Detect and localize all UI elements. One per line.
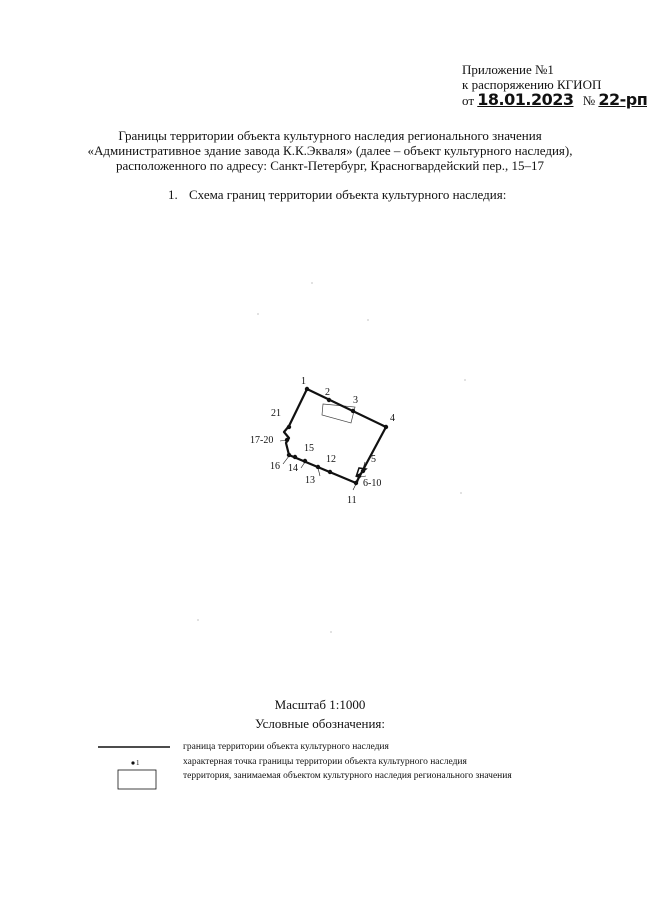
label-2: 2 [325,387,330,398]
appendix-title: Приложение №1 [462,62,554,77]
legend-point-symbol [131,761,134,764]
label-5: 5 [371,454,376,465]
title-line-3: расположенного по адресу: Санкт-Петербург, Красногвардейский пер., 15–17 [116,158,544,173]
handwritten-number: 22-рп [598,90,647,109]
section-number: 1. [168,187,178,202]
title-line-2: «Административное здание завода К.К.Экваля» (далее – объект культурного наследия), [87,143,573,158]
label-14: 14 [288,463,298,474]
label-11: 11 [347,495,357,506]
label-16: 16 [270,461,280,472]
label-6-10: 6-10 [363,478,382,489]
title-line-1: Границы территории объекта культурного наследия регионального значения [118,128,542,143]
label-17-20: 17-20 [250,435,274,446]
legend-heading: Условные обозначения: [254,716,386,731]
label-1: 1 [301,376,306,387]
legend-point-symbol-label: 1 [136,759,140,767]
number-prefix: № [582,93,596,108]
legend-item-point: характерная точка границы территории объекта культурного наследия [183,757,467,767]
label-21: 21 [271,408,281,419]
label-3: 3 [353,395,358,406]
appendix-order: к распоряжению КГИОП [462,77,602,92]
label-15: 15 [304,443,314,454]
section-text: Схема границ территории объекта культурного наследия: [189,187,507,202]
legend-territory-symbol [118,770,156,789]
label-4: 4 [390,413,395,424]
map-scale: Масштаб 1:1000 [274,697,366,712]
date-prefix: от [462,93,475,108]
label-13: 13 [305,475,315,486]
legend-item-boundary: граница территории объекта культурного наследия [183,742,389,752]
legend-item-territory: территория, занимаемая объектом культурного наследия регионального значения [183,771,512,781]
label-12: 12 [326,454,336,465]
handwritten-date: 18.01.2023 [477,90,574,109]
